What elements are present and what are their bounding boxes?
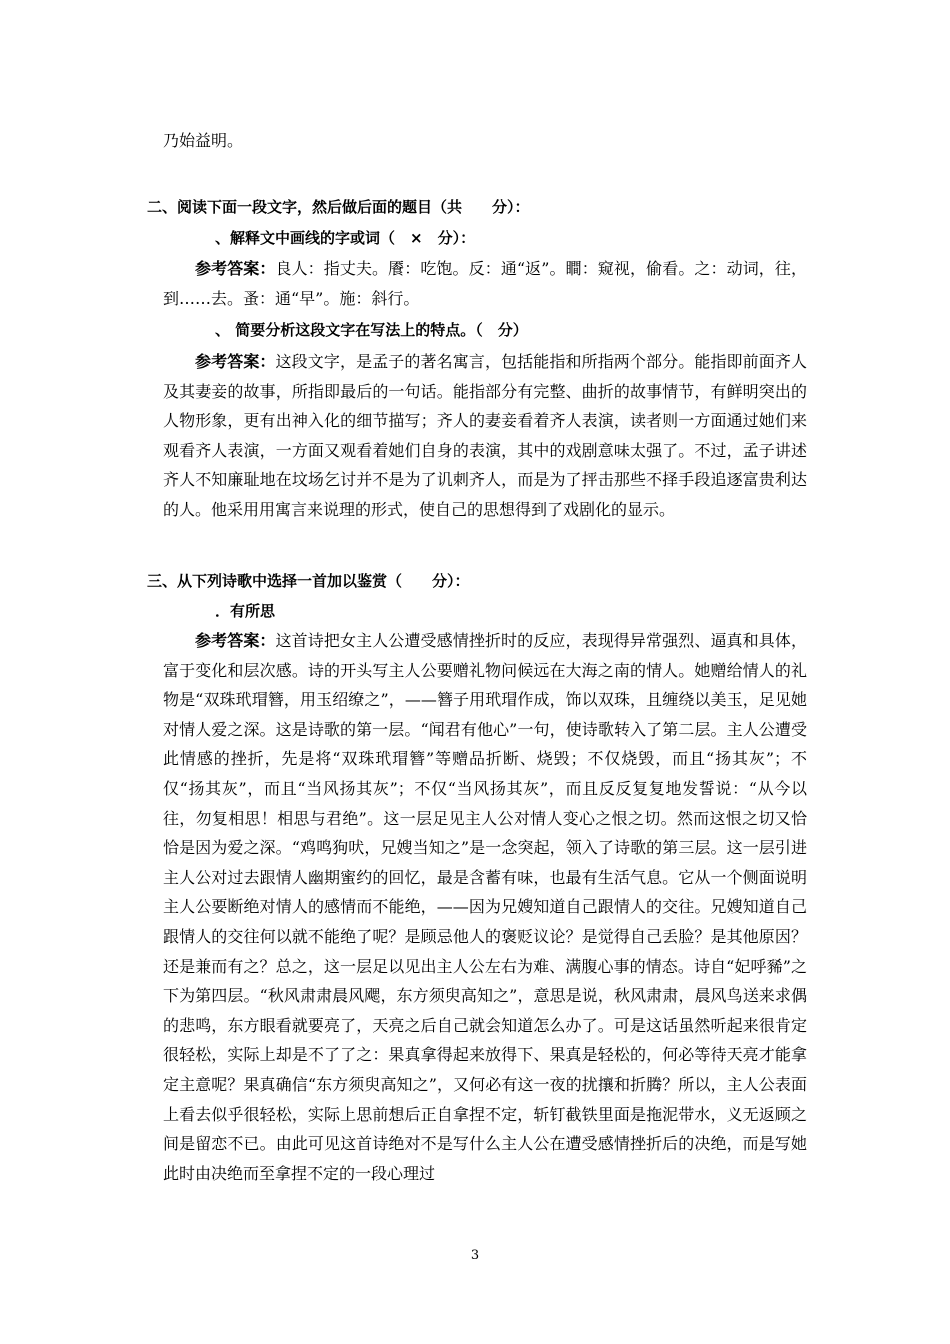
- answer-label: 参考答案：: [195, 352, 276, 371]
- question-2-prompt: 、 简要分析这段文字在写法上的特点。（ 分）: [215, 321, 528, 339]
- answer-label: 参考答案：: [195, 631, 276, 650]
- question-1-prompt: 、解释文中画线的字或词（ × 分）：: [215, 229, 476, 247]
- question-1-answer: [163, 254, 807, 313]
- question-2-answer: [163, 347, 807, 525]
- continuation-text: 乃始益明。: [163, 131, 244, 150]
- answer-text: 良人：指丈夫。餍：吃饱。反：通“返”。瞷：窥视，偷看。之：动词，往，到……去。蚤：通“早”。施：斜行。: [163, 259, 807, 308]
- answer-text: 这段文字，是孟子的著名寓言，包括能指和所指两个部分。能指即前面齐人及其妻妾的故事，所指即最后的一句话。能指部分有完整、曲折的故事情节，有鲜明突出的人物形象，更有出神入化的细节描写；齐人的妻妾看着齐人表演，读者则一方面通过她们来观看齐人表演，一方面又观看着她们自身的表演，其中的戏剧意味太强了。不过，孟子讲述齐人不知廉耻地在坟场乞讨并不是为了讥刺齐人，而是为了抨击那些不择手段追逐富贵利达的人。他采用用寓言来说理的形式，使自己的思想得到了戏剧化的显示。: [163, 352, 807, 519]
- answer-label: 参考答案：: [195, 259, 276, 278]
- poem-analysis-answer: [163, 626, 807, 1188]
- poem-title: ．有所思: [215, 602, 276, 620]
- page-number: 3: [470, 1248, 480, 1263]
- section-3-heading: 三、从下列诗歌中选择一首加以鉴赏（ 分）：: [147, 572, 470, 590]
- answer-text: 这首诗把女主人公遭受感情挫折时的反应，表现得异常强烈、逼真和具体，富于变化和层次感。诗的开头写主人公要赠礼物问候远在大海之南的情人。她赠给情人的礼物是“双珠玳瑁簪，用玉绍缭之”，——簪子用玳瑁作成，饰以双珠，且缠绕以美玉，足见她对情人爱之深。这是诗歌的第一层。“闻君有他心”一句，使诗歌转入了第二层。主人公遭受此情感的挫折，先是将“双珠玳瑁簪”等赠品折断、烧毁；不仅烧毁，而且“扬其灰”；不仅“扬其灰”，而且“当风扬其灰”；不仅“当风扬其灰”，而且反反复复地发誓说：“从今以往，勿复相思！相思与君绝”。这一层足见主人公对情人变心之恨之切。然而这恨之切又恰恰是因为爱之深。“鸡鸣狗吠，兄嫂当知之”是一念突起，领入了诗歌的第三层。这一层引进主人公对过去跟情人幽期蜜约的回忆，最是含蓄有味，也最有生活气息。它从一个侧面说明主人公要断绝对情人的感情而不能绝，——因为兄嫂知道自己跟情人的交往。兄嫂知道自己跟情人的交往何以就不能绝了呢？是顾忌他人的褒贬议论？是觉得自己丢脸？是其他原因？还是兼而有之？总之，这一层足以见出主人公左右为难、满腹心事的情态。诗自“妃呼豨”之下为第四层。“秋风肃肃晨风飔，东方须臾高知之”，意思是说，秋风肃肃，晨风鸟送来求偶的悲鸣，东方眼看就要亮了，天亮之后自己就会知道怎么办了。可是这话虽然听起来很肯定很轻松，实际上却是不了了之：果真拿得起来放得下、果真是轻松的，何必等待天亮才能拿定主意呢？果真确信“东方须臾高知之”，又何必有这一夜的扰攘和折腾？所以，主人公表面上看去似乎很轻松，实际上思前想后正自拿捏不定，斩钉截铁里面是拖泥带水，义无返顾之间是留恋不已。由此可见这首诗绝对不是写什么主人公在遭受感情挫折后的决绝，而是写她此时由决绝而至拿捏不定的一段心理过: [163, 631, 807, 1183]
- section-2-heading: 二、阅读下面一段文字，然后做后面的题目（共 分）：: [147, 198, 530, 216]
